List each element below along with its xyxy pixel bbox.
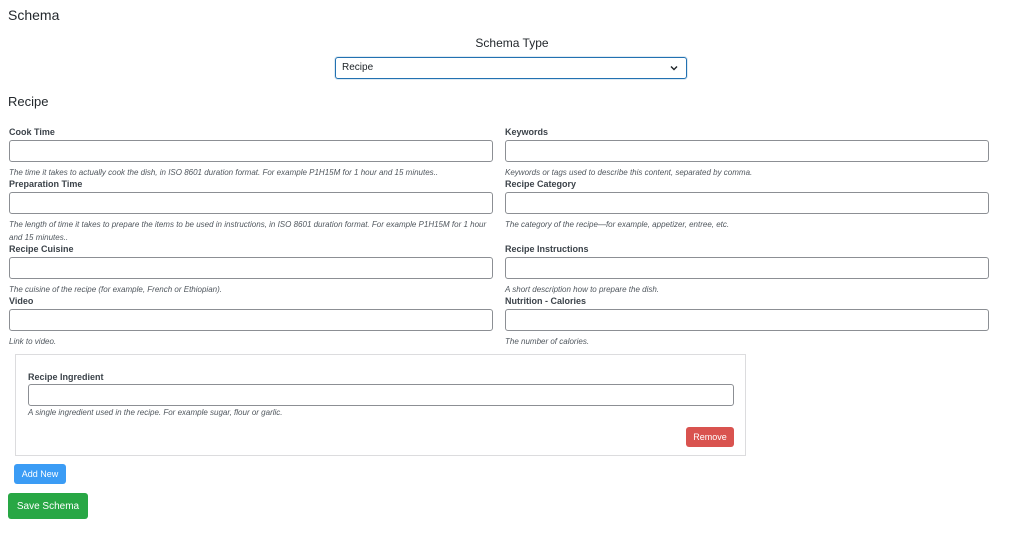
calories-description: The number of calories.: [505, 337, 590, 346]
save-schema-button[interactable]: Save Schema: [8, 493, 88, 519]
keywords-description: Keywords or tags used to describe this content, separated by comma.: [505, 168, 753, 177]
video-description: Link to video.: [9, 337, 57, 346]
instructions-field: [505, 243, 989, 296]
category-description: The category of the recipe—for example, appetizer, entree, etc.: [505, 220, 730, 229]
cuisine-label: Recipe Cuisine: [9, 244, 74, 254]
keywords-input[interactable]: [505, 140, 989, 162]
cook-time-field: [9, 126, 493, 179]
schema-type-select[interactable]: [335, 57, 687, 79]
prep-time-label: Preparation Time: [9, 179, 83, 189]
schema-type-label: Schema Type: [475, 36, 549, 50]
section-title: Schema: [8, 7, 60, 23]
instructions-description: A short description how to prepare the dish.: [505, 285, 660, 294]
prep-time-field: [9, 178, 493, 244]
ingredient-label: Recipe Ingredient: [28, 372, 104, 382]
video-input[interactable]: [9, 309, 493, 331]
keywords-field: [505, 126, 989, 179]
instructions-label: Recipe Instructions: [505, 244, 589, 254]
cuisine-input[interactable]: [9, 257, 493, 279]
cuisine-description: The cuisine of the recipe (for example, French or Ethiopian).: [9, 285, 222, 294]
chevron-down-icon: [669, 63, 679, 73]
add-new-button[interactable]: Add New: [14, 464, 66, 484]
recipe-heading: Recipe: [8, 94, 49, 109]
prep-time-description: The length of time it takes to prepare the items to be used in instructions, in ISO 8601 duration format. For example P1H15M for 1 hour and 15 minutes..: [9, 220, 487, 242]
calories-input[interactable]: [505, 309, 989, 331]
keywords-label: Keywords: [505, 127, 549, 137]
category-input[interactable]: [505, 192, 989, 214]
cook-time-label: Cook Time: [9, 127, 55, 137]
category-label: Recipe Category: [505, 179, 577, 189]
video-field: [9, 295, 493, 348]
category-field: [505, 178, 989, 231]
schema-type-selected-value: Recipe: [342, 62, 374, 73]
ingredient-description: A single ingredient used in the recipe. For example sugar, flour or garlic.: [28, 408, 283, 417]
video-label: Video: [9, 296, 34, 306]
prep-time-input[interactable]: [9, 192, 493, 214]
remove-ingredient-button[interactable]: Remove: [686, 427, 734, 447]
cook-time-description: The time it takes to actually cook the dish, in ISO 8601 duration format. For example P1H15M for 1 hour and 15 minutes..: [9, 168, 439, 177]
cuisine-field: [9, 243, 493, 296]
instructions-input[interactable]: [505, 257, 989, 279]
calories-field: [505, 295, 989, 348]
cook-time-input[interactable]: [9, 140, 493, 162]
calories-label: Nutrition - Calories: [505, 296, 587, 306]
ingredient-input[interactable]: [28, 384, 734, 406]
ingredient-repeater-item: [15, 354, 746, 456]
